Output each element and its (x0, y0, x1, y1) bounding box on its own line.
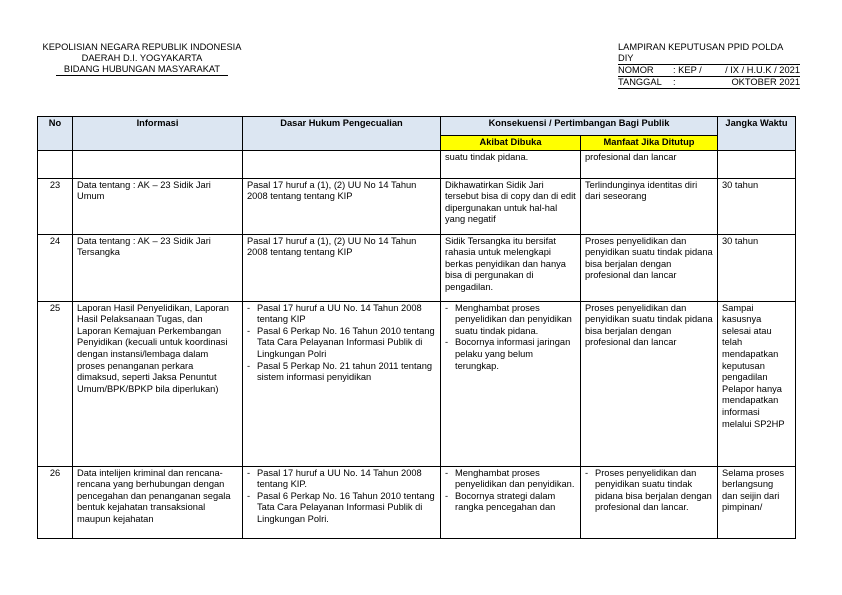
consequence-item: - Menghambat proses penyelidikan dan penyidikan suatu tindak pidana. (455, 303, 576, 338)
nomor-separator: : KEP / (673, 65, 702, 75)
cell-no: 23 (38, 178, 73, 234)
col-header-jangka-waktu: Jangka Waktu (718, 117, 796, 151)
cell-dasar (243, 150, 441, 178)
cell-manfaat: Proses penyelidikan dan penyidikan suatu tindak pidana bisa berjalan dengan profesional dan lancar (581, 234, 718, 301)
col-header-informasi: Informasi (73, 117, 243, 151)
cell-no (38, 150, 73, 178)
tanggal-row (618, 77, 800, 89)
tanggal-label: TANGGAL (618, 77, 662, 87)
cell-akibat (441, 466, 581, 538)
cell-manfaat: profesional dan lancar (581, 150, 718, 178)
cell-no: 24 (38, 234, 73, 301)
cell-dasar (243, 466, 441, 538)
cell-manfaat: Terlindunginya identitas diri dari seseorang (581, 178, 718, 234)
cell-akibat: Dikhawatirkan Sidik Jari tersebut bisa di copy dan di edit dipergunakan untuk hal-hal yang negatif (441, 178, 581, 234)
cell-no: 26 (38, 466, 73, 538)
cell-akibat: Sidik Tersangka itu bersifat rahasia untuk melengkapi berkas penyidikan dan hanya bisa di pergunakan di pengadilan. (441, 234, 581, 301)
cell-jangka: Sampai kasusnya selesai atau telah mendapatkan keputusan pengadilan Pelapor hanya mendapatkan informasi melalui SP2HP (718, 301, 796, 466)
cell-jangka: 30 tahun (718, 178, 796, 234)
cell-jangka: Selama proses berlangsung dan seijin dari pimpinan/ (718, 466, 796, 538)
nomor-value: / IX / H.U.K / 2021 (725, 65, 800, 75)
cell-informasi (73, 150, 243, 178)
table-row (38, 301, 796, 466)
col-header-konsekuensi: Konsekuensi / Pertimbangan Bagi Publik (441, 117, 718, 136)
legal-basis-item: - Pasal 6 Perkap No. 16 Tahun 2010 tentang Tata Cara Pelayanan Informasi Publik di Lingkungan Polri. (257, 491, 436, 526)
col-header-manfaat-ditutup: Manfaat Jika Ditutup (581, 136, 718, 151)
cell-manfaat: Proses penyelidikan dan penyidikan suatu tindak pidana bisa berjalan dengan profesional dan lancar (581, 301, 718, 466)
consequence-item: - Bocornya informasi jaringan pelaku yang belum terungkap. (455, 337, 576, 372)
cell-dasar: Pasal 17 huruf a (1), (2) UU No 14 Tahun 2008 tentang tentang KIP (243, 178, 441, 234)
col-header-akibat-dibuka: Akibat Dibuka (441, 136, 581, 151)
cell-manfaat (581, 466, 718, 538)
table-row-continued (38, 150, 796, 178)
table-row (38, 234, 796, 301)
cell-akibat: suatu tindak pidana. (441, 150, 581, 178)
cell-dasar (243, 301, 441, 466)
consequence-item: - Bocornya strategi dalam rangka pencegahan dan (455, 491, 576, 514)
header-row-1 (38, 117, 796, 136)
institution-line-2: DAERAH D.I. YOGYAKARTA (81, 53, 203, 63)
cell-informasi: Data tentang : AK – 23 Sidik Jari Tersangka (73, 234, 243, 301)
table-row (38, 466, 796, 538)
exemption-table (37, 116, 796, 539)
cell-jangka (718, 150, 796, 178)
institution-line-3: BIDANG HUBUNGAN MASYARAKAT (56, 64, 228, 76)
cell-dasar: Pasal 17 huruf a (1), (2) UU No 14 Tahun 2008 tentang tentang KIP (243, 234, 441, 301)
legal-basis-item: - Pasal 6 Perkap No. 16 Tahun 2010 tentang Tata Cara Pelayanan Informasi Publik di Lingkungan Polri (257, 326, 436, 361)
cell-akibat (441, 301, 581, 466)
cell-informasi: Data tentang : AK – 23 Sidik Jari Umum (73, 178, 243, 234)
benefit-item: - Proses penyelidikan dan penyidikan suatu tindak pidana bisa berjalan dengan profesional dan lancar. (595, 468, 713, 514)
cell-informasi: Data intelijen kriminal dan rencana-rencana yang berhubungan dengan pencegahan dan penanganan segala bentuk kejahatan transaksional maupun kejahatan (73, 466, 243, 538)
legal-basis-item: - Pasal 17 huruf a UU No. 14 Tahun 2008 tentang KIP. (257, 468, 436, 491)
letterhead-left (34, 42, 250, 76)
cell-informasi: Laporan Hasil Penyelidikan, Laporan Hasil Pelaksanaan Tugas, dan Laporan Kemajuan Perkembangan Penyidikan (kecuali untuk koordinasi dengan instansi/lembaga dalam proses penanganan perkara dimaksud, seperti Jaksa Penuntut Umum/BPK/BPKP bila diperlukan) (73, 301, 243, 466)
legal-basis-item: - Pasal 5 Perkap No. 21 tahun 2011 tentang sistem informasi penyidikan (257, 361, 436, 384)
attachment-title: LAMPIRAN KEPUTUSAN PPID POLDA DIY (618, 42, 800, 65)
institution-line-1: KEPOLISIAN NEGARA REPUBLIK INDONESIA (42, 42, 242, 52)
letterhead-right (618, 42, 800, 89)
legal-basis-item: - Pasal 17 huruf a UU No. 14 Tahun 2008 tentang KIP (257, 303, 436, 326)
tanggal-value: OKTOBER 2021 (731, 77, 800, 87)
cell-jangka: 30 tahun (718, 234, 796, 301)
cell-no: 25 (38, 301, 73, 466)
consequence-item: - Menghambat proses penyelidikan dan penyidikan. (455, 468, 576, 491)
nomor-label: NOMOR (618, 65, 654, 75)
col-header-no: No (38, 117, 73, 151)
col-header-dasar-hukum: Dasar Hukum Pengecualian (243, 117, 441, 151)
tanggal-separator: : (673, 77, 676, 87)
nomor-row (618, 65, 800, 77)
table-row (38, 178, 796, 234)
